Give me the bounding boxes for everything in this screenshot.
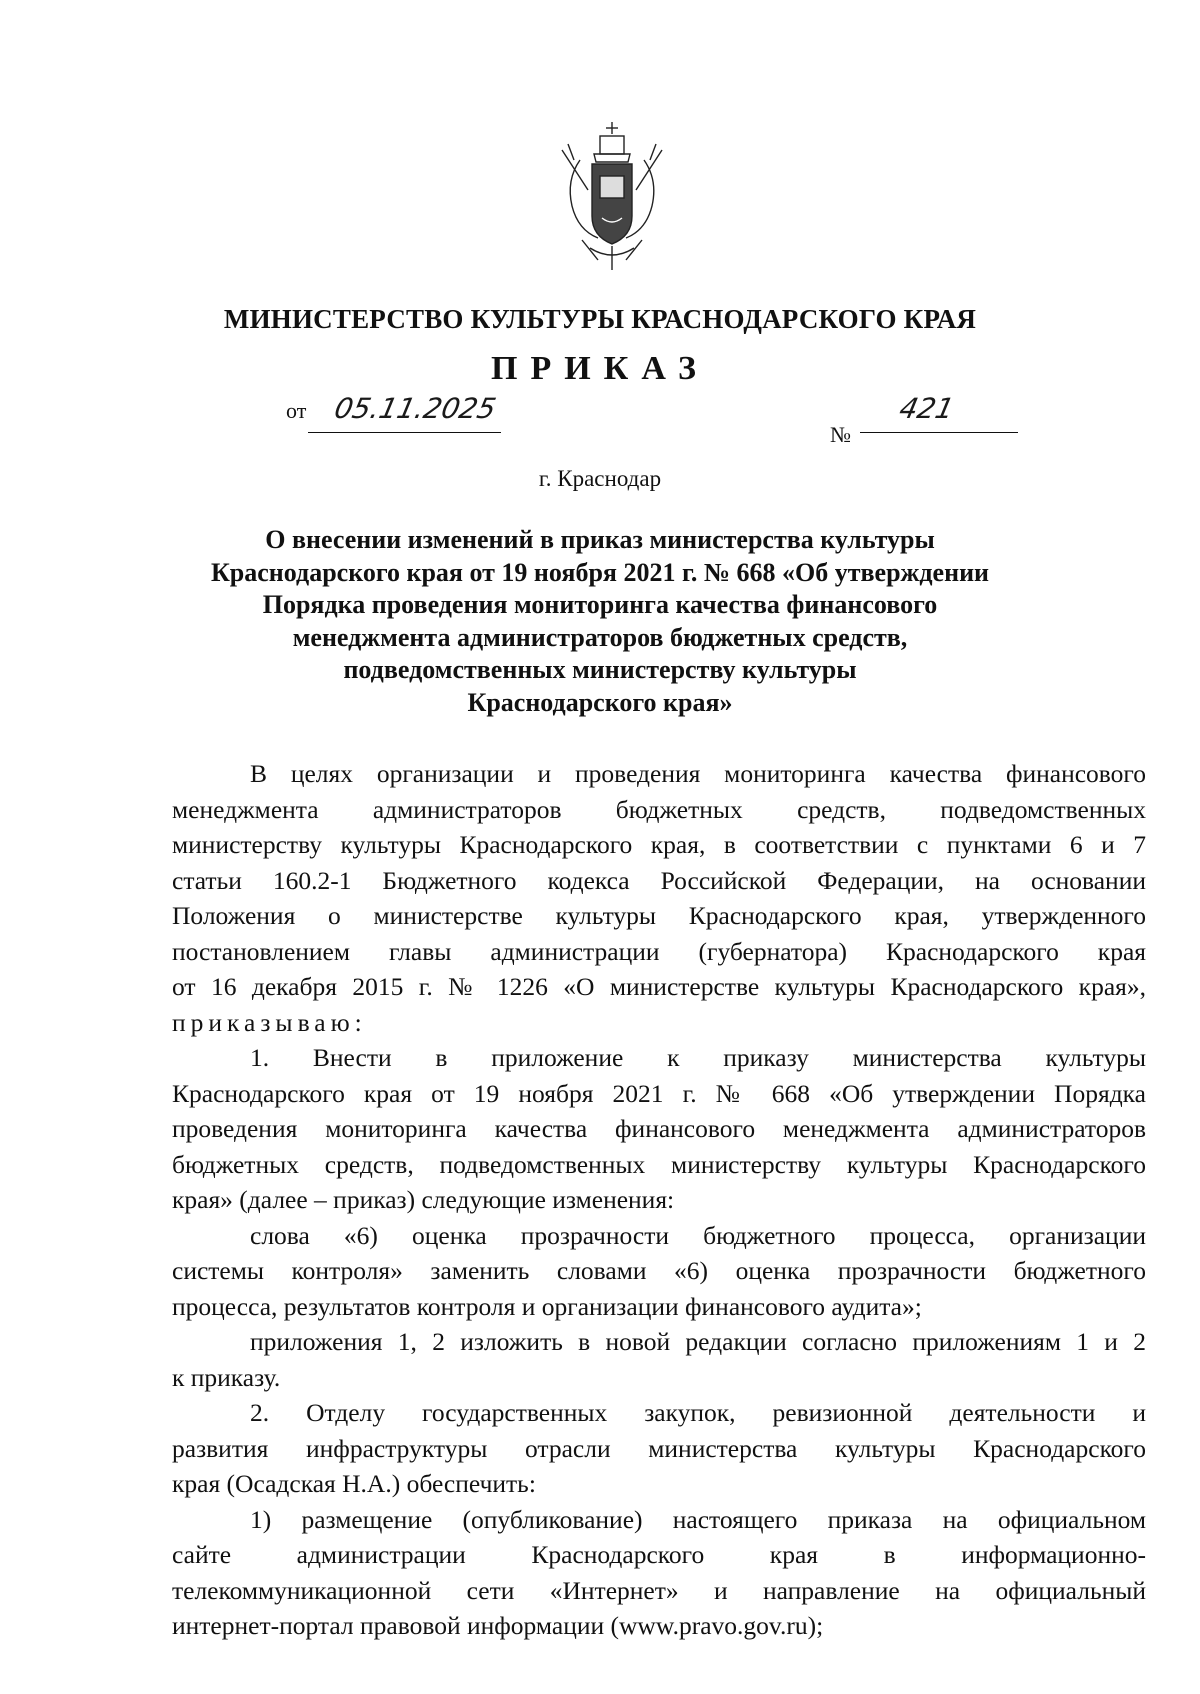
ministry-name: МИНИСТЕРСТВО КУЛЬТУРЫ КРАСНОДАРСКОГО КРАЯ <box>223 304 977 334</box>
subject-line: подведомственных министерству культуры <box>343 655 857 684</box>
body-line: от 16 декабря 2015 г. № 1226 «О министерстве культуры Краснодарского края», <box>172 972 1146 1001</box>
item-2-1-line: телекоммуникационной сети «Интернет» и направление на официальный <box>172 1575 1146 1605</box>
body-line: Положения о министерстве культуры Краснодарского края, утвержденного <box>172 901 1146 930</box>
number-label: № <box>830 422 851 447</box>
item-2-1-line: сайте администрации Краснодарского края в информационно- <box>172 1540 1146 1569</box>
order-word: приказываю: <box>172 1007 367 1037</box>
item-1-line: края» (далее – приказ) следующие изменения: <box>172 1185 675 1214</box>
date-label: от <box>286 398 307 423</box>
city-name: г. Краснодар <box>538 466 662 491</box>
handwritten-number: 421 <box>896 392 957 425</box>
body-line: В целях организации и проведения мониторинга качества финансового <box>250 759 1146 788</box>
item-2-line: края (Осадская Н.А.) обеспечить: <box>172 1469 536 1498</box>
document-type-title: ПРИКАЗ <box>491 350 709 387</box>
item-1-annex-line: к приказу. <box>172 1362 281 1392</box>
number-underline <box>860 432 1018 433</box>
subject-line: О внесении изменений в приказ министерства культуры <box>265 525 935 554</box>
item-1-line: Краснодарского края от 19 ноября 2021 г. № 668 «Об утверждении Порядка <box>172 1078 1146 1108</box>
item-2-line: 2. Отделу государственных закупок, ревизионной деятельности и <box>250 1398 1146 1427</box>
item-1-words-line: системы контроля» заменить словами «6) оценка прозрачности бюджетного <box>172 1256 1146 1285</box>
item-1-words-line: процесса, результатов контроля и организации финансового аудита»; <box>172 1291 922 1321</box>
item-2-1-line: интернет-портал правовой информации (www.pravo.gov.ru); <box>172 1611 824 1640</box>
order-subject <box>200 524 1000 719</box>
item-1-annex-line: приложения 1, 2 изложить в новой редакции согласно приложениям 1 и 2 <box>250 1327 1146 1356</box>
body-line: статьи 160.2-1 Бюджетного кодекса Российской Федерации, на основании <box>172 865 1146 895</box>
body-line: постановлением главы администрации (губернатора) Краснодарского края <box>172 936 1146 966</box>
subject-line: Порядка проведения мониторинга качества финансового <box>262 590 938 619</box>
item-1-line: бюджетных средств, подведомственных министерству культуры Краснодарского <box>172 1149 1146 1179</box>
body-line: менеджмента администраторов бюджетных средств, подведомственных <box>172 794 1146 824</box>
item-1-words-line: слова «6) оценка прозрачности бюджетного процесса, организации <box>250 1220 1146 1250</box>
item-2-1-line: 1) размещение (опубликование) настоящего приказа на официальном <box>250 1504 1146 1534</box>
item-1-line: 1. Внести в приложение к приказу министерства культуры <box>250 1043 1146 1072</box>
subject-line: менеджмента администраторов бюджетных средств, <box>292 622 908 652</box>
order-body <box>172 756 1146 1644</box>
handwritten-date: 05.11.2025 <box>331 392 499 425</box>
body-line: министерству культуры Краснодарского края, в соответствии с пунктами 6 и 7 <box>172 830 1146 859</box>
subject-line: Краснодарского края от 19 ноября 2021 г. № 668 «Об утверждении <box>210 557 990 587</box>
subject-line: Краснодарского края» <box>467 687 733 717</box>
item-1-line: проведения мониторинга качества финансового менеджмента администраторов <box>172 1114 1146 1143</box>
date-underline <box>308 432 501 433</box>
coat-of-arms-icon <box>558 120 666 272</box>
item-2-line: развития инфраструктуры отрасли министерства культуры Краснодарского <box>172 1433 1146 1463</box>
